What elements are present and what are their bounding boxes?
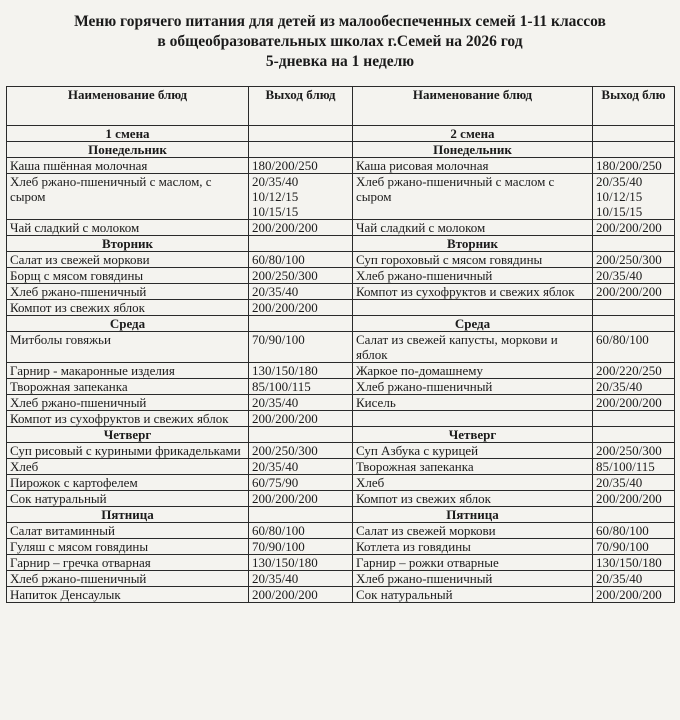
output-value: 200/200/200 <box>252 491 318 506</box>
dish-output <box>593 252 675 268</box>
output-value: 70/90/100 <box>252 332 305 347</box>
dish-name: Сок натуральный <box>353 587 593 603</box>
dish-output <box>593 443 675 459</box>
dish-output <box>249 268 353 284</box>
dish-output <box>249 411 353 427</box>
dish-name: Чай сладкий с молоком <box>7 220 249 236</box>
empty-cell <box>593 427 675 443</box>
dish-output <box>593 395 675 411</box>
dish-output <box>593 284 675 300</box>
shift-1-label: 1 смена <box>7 126 249 142</box>
dish-output <box>249 555 353 571</box>
dish-name: Пирожок с картофелем <box>7 475 249 491</box>
dish-output <box>593 268 675 284</box>
dish-output <box>249 174 353 220</box>
dish-name: Гарнир - макаронные изделия <box>7 363 249 379</box>
output-value: 200/200/200 <box>596 587 662 602</box>
dish-output <box>593 220 675 236</box>
dish-name: Компот из свежих яблок <box>353 491 593 507</box>
dish-output <box>249 395 353 411</box>
dish-name: Каша пшённая молочная <box>7 158 249 174</box>
table-row <box>7 555 675 571</box>
output-value: 20/35/40 <box>596 174 643 189</box>
dish-output <box>249 158 353 174</box>
table-row <box>7 174 675 220</box>
empty-cell <box>249 236 353 252</box>
dish-name: Хлеб <box>353 475 593 491</box>
output-value: 60/80/100 <box>596 523 649 538</box>
dish-output <box>249 284 353 300</box>
output-value: 20/35/40 <box>596 571 643 586</box>
dish-output <box>593 539 675 555</box>
dish-output <box>593 587 675 603</box>
dish-output <box>593 475 675 491</box>
output-value: 200/200/200 <box>596 284 662 299</box>
day-label-left: Пятница <box>7 507 249 523</box>
empty-cell <box>249 316 353 332</box>
dish-output <box>593 158 675 174</box>
day-label-left: Среда <box>7 316 249 332</box>
output-value: 200/200/200 <box>252 411 318 426</box>
dish-output <box>593 571 675 587</box>
dish-name: Хлеб ржано-пшеничный <box>353 379 593 395</box>
empty-cell <box>249 126 353 142</box>
dish-name: Жаркое по-домашнему <box>353 363 593 379</box>
table-row <box>7 459 675 475</box>
output-value: 130/150/180 <box>252 555 318 570</box>
header-out-col: Выход блюд <box>249 87 353 126</box>
output-value: 200/200/200 <box>252 300 318 315</box>
dish-output <box>593 363 675 379</box>
table-row <box>7 539 675 555</box>
title-line-1: Меню горячего питания для детей из малообеспеченных семей 1-11 классов <box>74 13 606 30</box>
output-value: 60/75/90 <box>252 475 299 490</box>
dish-name: Хлеб <box>7 459 249 475</box>
dish-name: Борщ с мясом говядины <box>7 268 249 284</box>
empty-cell <box>593 142 675 158</box>
day-row-tue <box>7 236 675 252</box>
dish-name: Салат из свежей капусты, моркови и яблок <box>353 332 593 363</box>
dish-name: Хлеб ржано-пшеничный <box>353 268 593 284</box>
empty-cell <box>593 316 675 332</box>
output-value: 200/250/300 <box>596 252 662 267</box>
output-value: 85/100/115 <box>596 459 655 474</box>
output-value: 20/35/40 <box>596 379 643 394</box>
header-dish-col-2: Наименование блюд <box>353 87 593 126</box>
dish-name: Компот из сухофруктов и свежих яблок <box>7 411 249 427</box>
output-value: 200/250/300 <box>596 443 662 458</box>
day-label-left: Четверг <box>7 427 249 443</box>
output-value: 200/200/200 <box>596 395 662 410</box>
dish-name: Хлеб ржано-пшеничный <box>7 571 249 587</box>
dish-output <box>249 252 353 268</box>
dish-name: Салат из свежей моркови <box>353 523 593 539</box>
dish-output <box>249 587 353 603</box>
empty-cell <box>593 126 675 142</box>
dish-output <box>249 443 353 459</box>
dish-output <box>249 539 353 555</box>
day-label-right: Среда <box>353 316 593 332</box>
output-value: 130/150/180 <box>596 555 662 570</box>
dish-output <box>249 363 353 379</box>
empty-cell <box>593 411 675 427</box>
output-value: 10/15/15 <box>596 204 643 219</box>
output-value: 20/35/40 <box>252 395 299 410</box>
dish-name: Компот из свежих яблок <box>7 300 249 316</box>
dish-output <box>593 459 675 475</box>
table-row <box>7 443 675 459</box>
shift-2-label: 2 смена <box>353 126 593 142</box>
dish-name: Гуляш с мясом говядины <box>7 539 249 555</box>
empty-cell <box>353 411 593 427</box>
dish-name: Салат из свежей моркови <box>7 252 249 268</box>
output-value: 10/12/15 <box>252 189 299 204</box>
output-value: 200/200/200 <box>252 587 318 602</box>
dish-name: Творожная запеканка <box>7 379 249 395</box>
dish-name: Компот из сухофруктов и свежих яблок <box>353 284 593 300</box>
dish-name: Напиток Денсаулык <box>7 587 249 603</box>
table-row <box>7 252 675 268</box>
table-row <box>7 395 675 411</box>
dish-name: Сок натуральный <box>7 491 249 507</box>
dish-output <box>593 491 675 507</box>
table-row <box>7 332 675 363</box>
output-value: 200/200/200 <box>596 220 662 235</box>
title-line-2: в общеобразовательных школах г.Семей на 2026 год <box>157 33 523 50</box>
day-label-left: Понедельник <box>7 142 249 158</box>
day-label-right: Понедельник <box>353 142 593 158</box>
day-label-right: Четверг <box>353 427 593 443</box>
dish-name: Кисель <box>353 395 593 411</box>
header-row <box>7 87 675 126</box>
empty-cell <box>249 427 353 443</box>
output-value: 70/90/100 <box>252 539 305 554</box>
header-dish-col: Наименование блюд <box>7 87 249 126</box>
output-value: 200/220/250 <box>596 363 662 378</box>
empty-cell <box>593 236 675 252</box>
day-row-wed <box>7 316 675 332</box>
table-row <box>7 300 675 316</box>
table-row <box>7 411 675 427</box>
dish-name: Хлеб ржано-пшеничный <box>7 284 249 300</box>
day-label-right: Вторник <box>353 236 593 252</box>
dish-name: Митболы говяжьи <box>7 332 249 363</box>
output-value: 180/200/250 <box>596 158 662 173</box>
dish-output <box>249 459 353 475</box>
dish-name: Творожная запеканка <box>353 459 593 475</box>
dish-output <box>593 174 675 220</box>
dish-output <box>593 555 675 571</box>
day-label-left: Вторник <box>7 236 249 252</box>
output-value: 85/100/115 <box>252 379 311 394</box>
empty-cell <box>249 142 353 158</box>
table-row <box>7 491 675 507</box>
dish-name: Чай сладкий с молоком <box>353 220 593 236</box>
output-value: 20/35/40 <box>252 571 299 586</box>
dish-output <box>249 491 353 507</box>
dish-output <box>249 379 353 395</box>
dish-name: Хлеб ржано-пшеничный <box>353 571 593 587</box>
output-value: 200/250/300 <box>252 268 318 283</box>
dish-name: Хлеб ржано-пшеничный с маслом с сыром <box>353 174 593 220</box>
dish-name: Хлеб ржано-пшеничный <box>7 395 249 411</box>
day-row-mon <box>7 142 675 158</box>
dish-name: Котлета из говядины <box>353 539 593 555</box>
dish-name: Гарнир – гречка отварная <box>7 555 249 571</box>
output-value: 130/150/180 <box>252 363 318 378</box>
title-line-3: 5-дневка на 1 неделю <box>265 53 415 70</box>
table-row <box>7 220 675 236</box>
dish-output <box>249 220 353 236</box>
day-row-fri <box>7 507 675 523</box>
output-value: 200/200/200 <box>596 491 662 506</box>
table-row <box>7 475 675 491</box>
table-row <box>7 379 675 395</box>
output-value: 10/15/15 <box>252 204 299 219</box>
dish-output <box>249 332 353 363</box>
shift-row <box>7 126 675 142</box>
day-row-thu <box>7 427 675 443</box>
output-value: 20/35/40 <box>252 174 299 189</box>
table-row <box>7 363 675 379</box>
output-value: 200/250/300 <box>252 443 318 458</box>
table-row <box>7 268 675 284</box>
dish-output <box>593 379 675 395</box>
output-value: 60/80/100 <box>252 252 305 267</box>
output-value: 60/80/100 <box>252 523 305 538</box>
day-label-right: Пятница <box>353 507 593 523</box>
output-value: 200/200/200 <box>252 220 318 235</box>
table-row <box>7 284 675 300</box>
menu-table <box>6 86 675 603</box>
dish-name: Суп гороховый с мясом говядины <box>353 252 593 268</box>
dish-name: Хлеб ржано-пшеничный с маслом, с сыром <box>7 174 249 220</box>
dish-output <box>249 475 353 491</box>
table-row <box>7 523 675 539</box>
dish-name: Гарнир – рожки отварные <box>353 555 593 571</box>
table-row <box>7 587 675 603</box>
dish-name: Суп рисовый с куриными фрикадельками <box>7 443 249 459</box>
dish-output <box>593 523 675 539</box>
table-row <box>7 571 675 587</box>
empty-cell <box>593 300 675 316</box>
output-value: 20/35/40 <box>596 268 643 283</box>
empty-cell <box>353 300 593 316</box>
output-value: 20/35/40 <box>252 284 299 299</box>
header-out-col-2: Выход блю <box>593 87 675 126</box>
empty-cell <box>593 507 675 523</box>
output-value: 20/35/40 <box>596 475 643 490</box>
dish-output <box>249 571 353 587</box>
dish-output <box>249 300 353 316</box>
dish-output <box>593 332 675 363</box>
table-row <box>7 158 675 174</box>
dish-output <box>249 523 353 539</box>
output-value: 70/90/100 <box>596 539 649 554</box>
output-value: 60/80/100 <box>596 332 649 347</box>
output-value: 180/200/250 <box>252 158 318 173</box>
output-value: 10/12/15 <box>596 189 643 204</box>
document-title <box>0 12 680 72</box>
output-value: 20/35/40 <box>252 459 299 474</box>
dish-name: Суп Азбука с курицей <box>353 443 593 459</box>
dish-name: Салат витаминный <box>7 523 249 539</box>
dish-name: Каша рисовая молочная <box>353 158 593 174</box>
empty-cell <box>249 507 353 523</box>
